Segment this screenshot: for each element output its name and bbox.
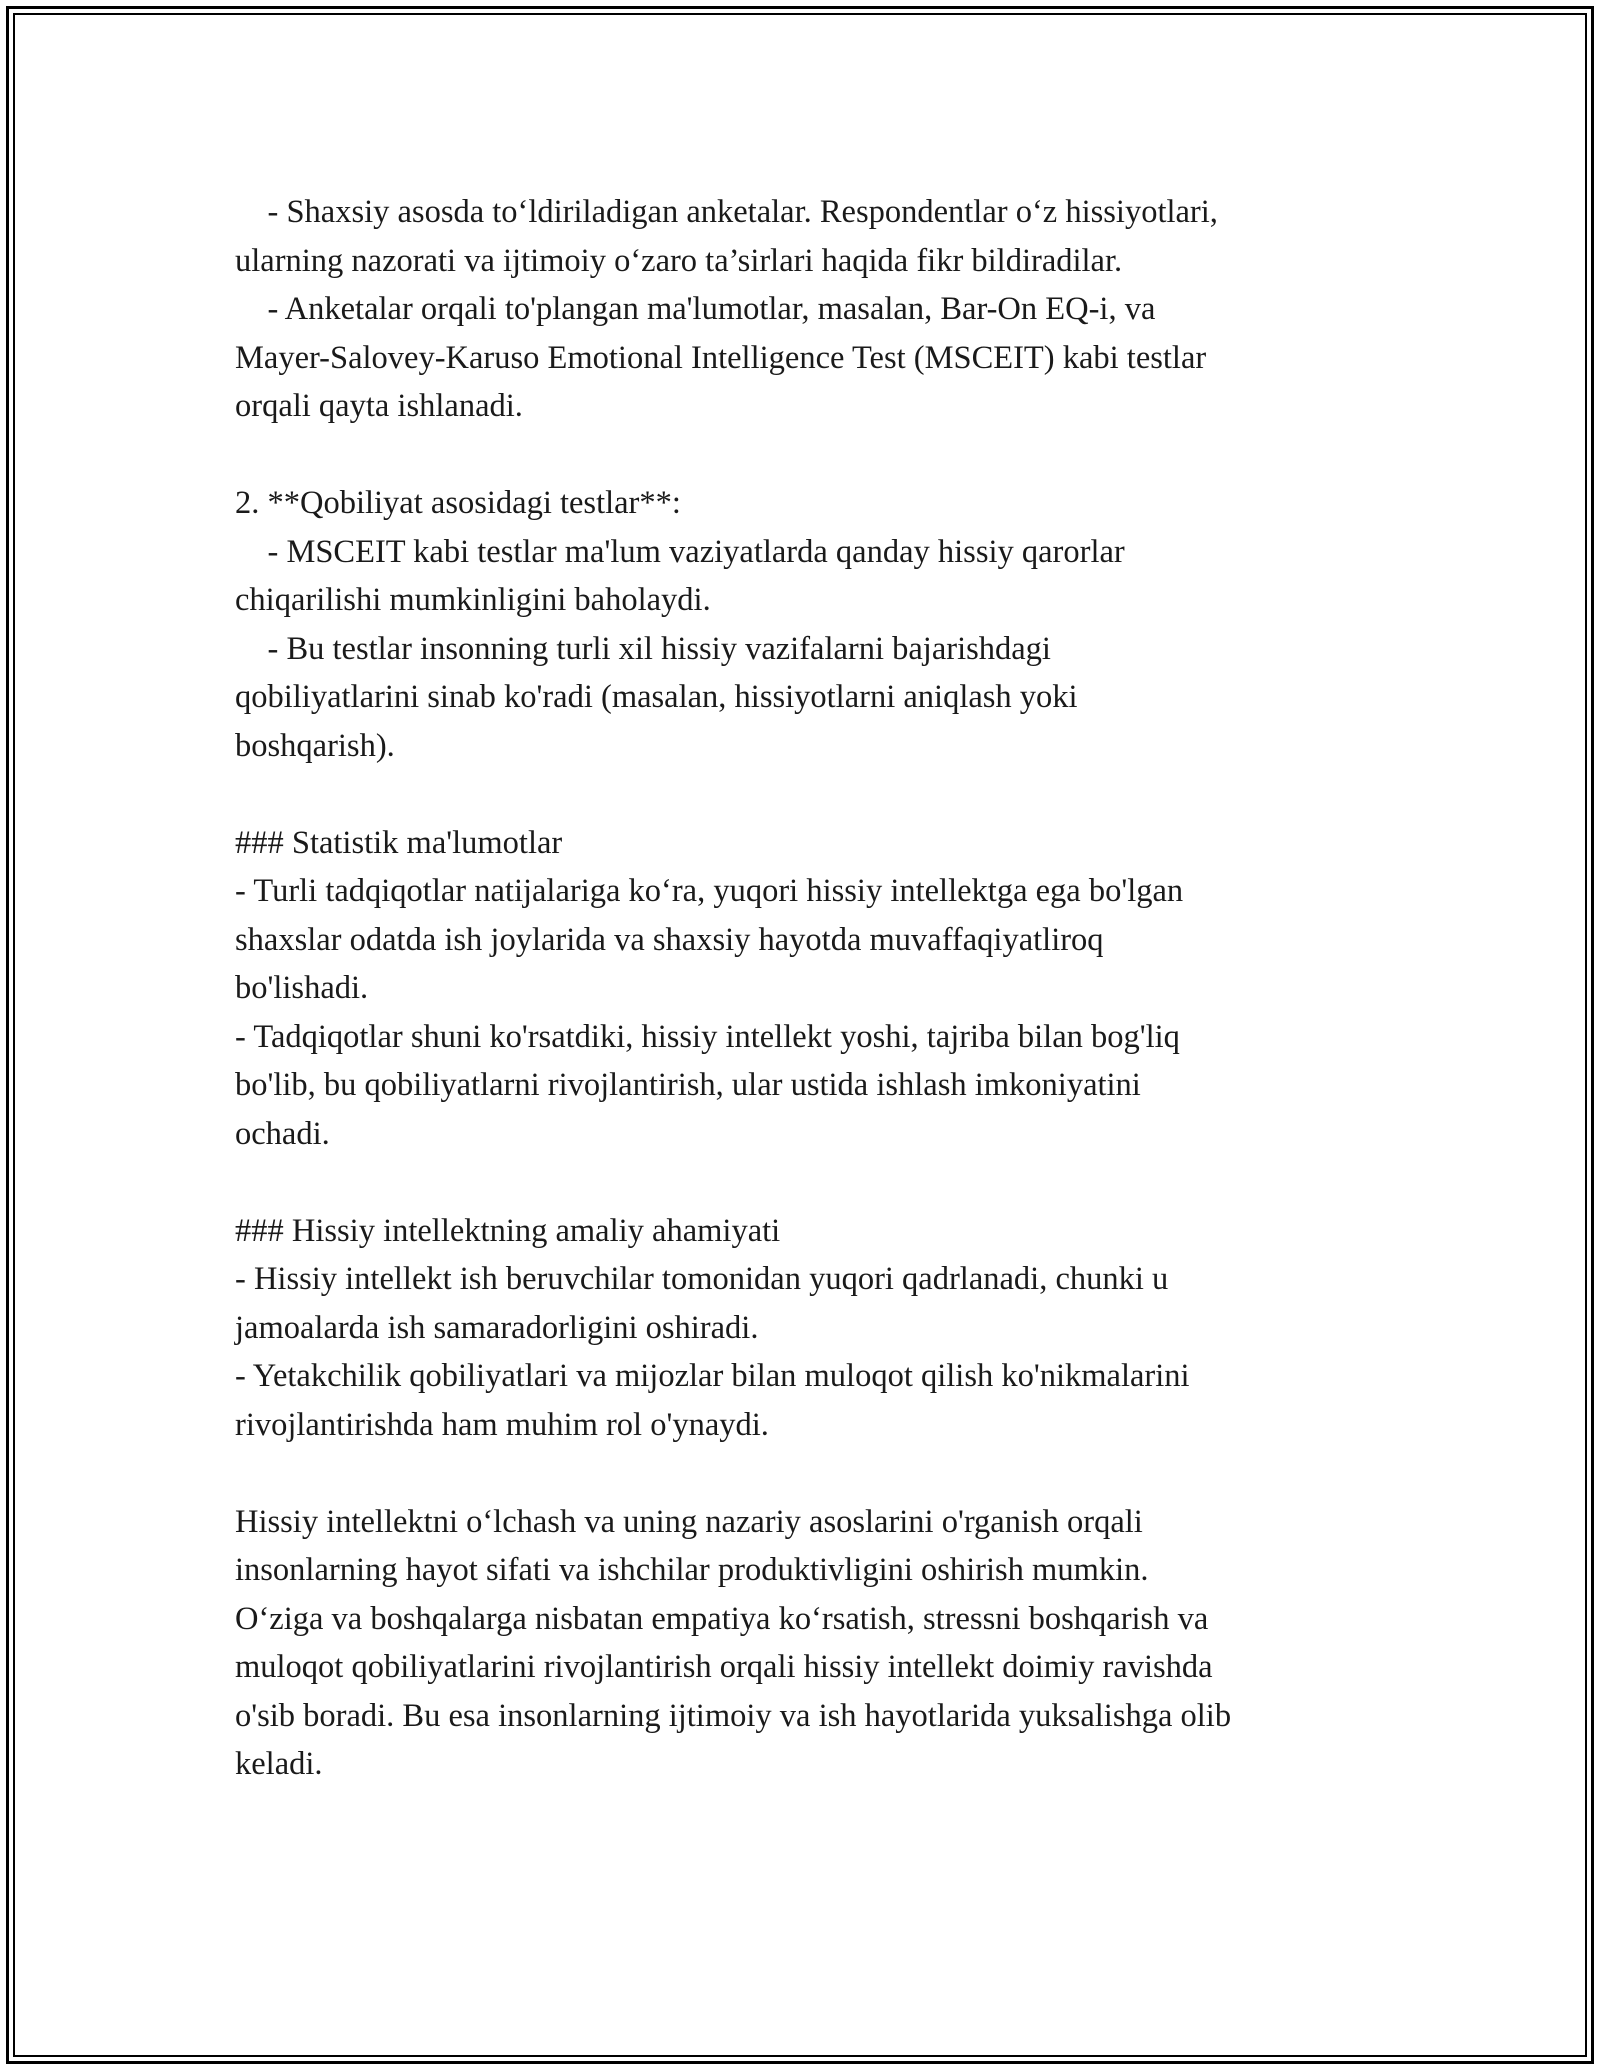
text-line: bo'lib, bu qobiliyatlarni rivojlantirish, ular ustida ishlash imkoniyatini	[235, 1067, 1141, 1103]
document-body	[235, 188, 1395, 1789]
text-line: Mayer-Salovey-Karuso Emotional Intelligence Test (MSCEIT) kabi testlar	[235, 339, 1207, 376]
text-line: qobiliyatlarini sinab ko'radi (masalan, hissiyotlarni aniqlash yoki	[235, 679, 1078, 715]
list-heading: 2. **Qobiliyat asosidagi testlar**:	[235, 485, 681, 521]
text-line: keladi.	[235, 1746, 323, 1782]
text-line: - MSCEIT kabi testlar ma'lum vaziyatlarda qanday hissiy qarorlar	[235, 533, 1125, 570]
text-line: - Tadqiqotlar shuni ko'rsatdiki, hissiy intellekt yoshi, tajriba bilan bog'liq	[235, 1018, 1180, 1055]
blank-line	[235, 1158, 1395, 1207]
text-line: bo'lishadi.	[235, 970, 369, 1006]
text-line: chiqarilishi mumkinligini baholaydi.	[235, 582, 711, 618]
blank-line	[235, 770, 1395, 819]
text-line: Hissiy intellektni o‘lchash va uning nazariy asoslarini o'rganish orqali	[235, 1503, 1143, 1540]
text-line: jamoalarda ish samaradorligini oshiradi.	[235, 1309, 759, 1346]
text-line: - Yetakchilik qobiliyatlari va mijozlar bilan muloqot qilish ko'nikmalarini	[235, 1358, 1190, 1394]
text-line: - Anketalar orqali to'plangan ma'lumotlar, masalan, Bar-On EQ-i, va	[235, 291, 1156, 327]
blank-line	[235, 431, 1395, 480]
text-line: rivojlantirishda ham muhim rol o'ynaydi.	[235, 1406, 769, 1443]
section-heading: ### Hissiy intellektning amaliy ahamiyati	[235, 1212, 781, 1249]
text-line: - Hissiy intellekt ish beruvchilar tomonidan yuqori qadrlanadi, chunki u	[235, 1261, 1169, 1297]
blank-line	[235, 1449, 1395, 1498]
text-line: ochadi.	[235, 1115, 330, 1152]
text-line: shaxslar odatda ish joylarida va shaxsiy hayotda muvaffaqiyatliroq	[235, 921, 1104, 958]
section-heading: ### Statistik ma'lumotlar	[235, 824, 563, 861]
text-line: boshqarish).	[235, 727, 395, 764]
text-line: o'sib boradi. Bu esa insonlarning ijtimoiy va ish hayotlarida yuksalishga olib	[235, 1697, 1232, 1734]
text-line: orqali qayta ishlanadi.	[235, 388, 523, 424]
text-line: muloqot qobiliyatlarini rivojlantirish orqali hissiy intellekt doimiy ravishda	[235, 1649, 1213, 1685]
text-line: - Shaxsiy asosda to‘ldiriladigan anketalar. Respondentlar o‘z hissiyotlari,	[235, 194, 1218, 230]
text-line: - Bu testlar insonning turli xil hissiy vazifalarni bajarishdagi	[235, 630, 1051, 667]
text-line: insonlarning hayot sifati va ishchilar produktivligini oshirish mumkin.	[235, 1552, 1149, 1588]
text-line: - Turli tadqiqotlar natijalariga ko‘ra, yuqori hissiy intellektga ega bo'lgan	[235, 873, 1184, 909]
text-line: ularning nazorati va ijtimoiy o‘zaro ta’sirlari haqida fikr bildiradilar.	[235, 242, 1123, 279]
text-line: O‘ziga va boshqalarga nisbatan empatiya ko‘rsatish, stressni boshqarish va	[235, 1600, 1209, 1637]
